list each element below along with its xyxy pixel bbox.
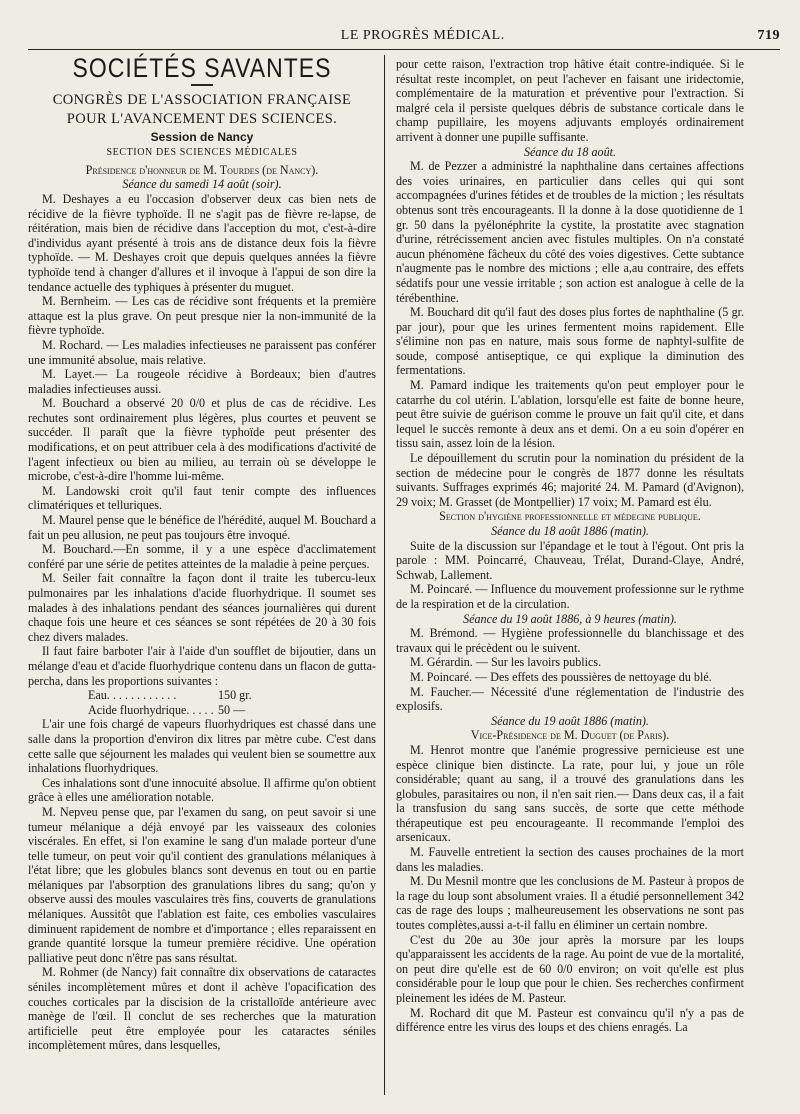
paragraph: pour cette raison, l'extraction trop hâtive était contre-indiquée. Si le résultat reste incomplet, on peut l'achever en faisant une iridectomie, complémentaire de la maturation et préventive pour l'extraction. Si malgré cela il persiste quelques débris de substance corticale dans le champ pupillaire, les moyens adjuvants employés ordinairement arrivent à donner une pupille suffisante.	[396, 57, 744, 144]
paragraph: M. Bouchard a observé 20 0/0 et plus de cas de récidive. Les rechutes sont ordinairement plus légères, plus courtes et peuvent se succéder. Il paraît que la fièvre typhoïde peut présenter des modifications, et on peut attribuer cela à des modifications d'activité de l'agent infectieux ou bien au milieu, au terrain où se développe le microbe, c'est-à-dire l'homme lui-même.	[28, 396, 376, 484]
paragraph: C'est du 20e au 30e jour après la morsure par les loups qu'apparaissent les accidents de la rage. Au point de vue de la mortalité, on peut dire qu'elle est de 60 0/0 environ; on voit qu'elle est plus considérable pour le loup que pour le chien. Ses recherches confirment pleinement les idées de M. Pasteur.	[396, 932, 744, 1005]
paragraph: M. Landowski croit qu'il faut tenir compte des influences climatériques et telluriques.	[28, 483, 376, 513]
paragraph: Suite de la discussion sur l'épandage et le tout à l'égout. Ont pris la parole : MM. Poincarré, Chauveau, Trélat, Durand-Claye, André, Schwab, Lallement.	[396, 538, 744, 582]
vice-presidence-line: Vice-Présidence de M. Duguet (de Paris).	[470, 728, 670, 743]
seance-heading: Séance du 18 août.	[523, 144, 617, 159]
paragraph: L'air une fois chargé de vapeurs fluorhydriques est chassé dans une salle dans la proportion d'environ dix litres par mètre cube. C'est dans cette salle que séjournent les malades qui veulent bien se soumettre aux inhalations fluorhydriques.	[28, 717, 376, 776]
paragraph: M. Nepveu pense que, par l'examen du sang, on peut savoir si une tumeur mélanique a déjà envoyé par les vaisseaux des colonies viscérales. En effet, si l'on examine le sang d'un malade porteur d'une telle tumeur, on peut voir qu'il contient des granulations mélaniques à l'état libre; que les globules blancs sont devenus en tout ou en partie mélaniques par l'absorption des granulations libres du sang; qu'on y observe aussi des moules vasculaires très fins, couverts de granulations mélaniques. Aussitôt que l'ablation est faite, ces embolies vasculaires diminuent rapidement de nombre et d'importance ; elles reparaissent en grande quantité lorsque la tumeur première récidive. Une opération palliative peut donc n'être pas sans résultat.	[28, 804, 376, 965]
section-heading: SOCIÉTÉS SAVANTES	[72, 53, 332, 83]
journal-title: LE PROGRÈS MÉDICAL.	[340, 28, 505, 43]
section-heading-2: Section d'hygiène professionnelle et médecine publique.	[439, 509, 701, 524]
paragraph: M. Bernheim. — Les cas de récidive sont fréquents et la première attaque est la plus grave. On peut presque nier la non-immunité de la fièvre typhoïde.	[28, 294, 376, 338]
paragraph: M. Du Mesnil montre que les conclusions de M. Pasteur à propos de la rage du loup sont absolument vraies. Il a étudié personnellement 342 cas de rage des loups ; malheureusement les observations ne sont pas toutes complètes,aussi a-t-il fallu en éliminer un certain nombre.	[396, 874, 744, 933]
formula-row	[28, 688, 288, 703]
running-header	[28, 28, 780, 48]
paragraph: M. Maurel pense que le bénéfice de l'hérédité, auquel M. Bouchard a fait un peu allusion, ne peut pas toujours être invoqué.	[28, 513, 376, 542]
paragraph: M. Brémond. — Hygiène professionnelle du blanchissage et des travaux qui le précèdent ou le suivent.	[396, 626, 744, 655]
paragraph: Il faut faire barboter l'air à l'aide d'un soufflet de bijoutier, dans un mélange d'eau et d'acide fluorhydrique contenu dans un flacon de gutta-percha, dans les proportions suivantes :	[28, 644, 376, 688]
paragraph: M. Fauvelle entretient la section des causes prochaines de la mort dans les maladies.	[396, 845, 744, 874]
heading-rule	[191, 84, 213, 86]
paragraph: M. Faucher.— Nécessité d'une réglementation de l'industrie des explosifs.	[396, 684, 744, 714]
seance-heading: Séance du 19 août 1886 (matin).	[491, 713, 649, 728]
formula-value: 50 —	[218, 702, 246, 717]
presidence-line: Présidence d'honneur de M. Tourdes (de Nancy).	[85, 162, 319, 177]
congress-title-line1: CONGRÈS DE L'ASSOCIATION FRANÇAISE	[52, 91, 352, 108]
page-number: 719	[757, 28, 780, 43]
paragraph: M. Rochard. — Les maladies infectieuses ne paraissent pas conférer une immunité absolue, mais relative.	[28, 337, 376, 367]
seance-heading: Séance du samedi 14 août (soir).	[122, 177, 282, 192]
paragraph: M. Rochard dit que M. Pasteur est convaincu qu'il n'y a pas de différence entre les virus des loups et des chiens enragés. La	[396, 1005, 744, 1035]
paragraph: Le dépouillement du scrutin pour la nomination du président de la section de médecine pour le congrès de 1877 donne les résultats suivants. Suffrages exprimés 46; majorité 24. M. Pamard (d'Avignon), 29 voix; M. Grasset (de Montpellier) 17 voix; M. Pamard est élu.	[396, 451, 744, 509]
formula-label: Acide fluorhydrique. . . . .	[88, 702, 214, 717]
paragraph: M. Layet.— La rougeole récidive à Bordeaux; bien d'autres maladies infectieuses aussi.	[28, 367, 376, 396]
paragraph: M. Gérardin. — Sur les lavoirs publics.	[410, 655, 602, 670]
seance-heading: Séance du 18 août 1886 (matin).	[491, 524, 649, 538]
paragraph: M. Deshayes a eu l'occasion d'observer deux cas bien nets de récidive de la fièvre typhoïde. Il ne s'agit pas de fièvre re-lapse, de réitération, mais bien de récidive dans l'acception du mot, c'est-à-dire d'individus ayant présenté à trois ans de distance deux fois la fièvre typhoïde. — M. Deshayes croit que depuis quelques années la fièvre typhoïde tend à changer d'allures et il invoque à l'appui de son dire la tendance actuelle des typhiques à présenter du muguet.	[28, 191, 376, 294]
session-title: Session de Nancy	[150, 129, 254, 144]
formula-value: 150 gr.	[218, 688, 252, 703]
paragraph: M. Seiler fait connaître la façon dont il traite les tubercu-leux pulmonaires par les inhalations d'acide fluorhydrique. Il soumet ses malades à des inhalations pendant des séances journalières qui durent chaque fois une heure et ces séances se sont répétées de 20 à 30 fois chez divers malades.	[28, 571, 376, 644]
paragraph: M. Pamard indique les traitements qu'on peut employer pour le catarrhe du col utérin. L'ablation, lorsqu'elle est faite de bonne heure, peut être suivie de guérison comme le prouve un fait qu'il cite, et dans lequel le succès remonte à deux ans et demi. On a eu soin d'opérer en tissu sain, assez loin de la lésion.	[396, 378, 744, 451]
section-title: SECTION DES SCIENCES MÉDICALES	[106, 147, 298, 159]
congress-title-line2: POUR L'AVANCEMENT DES SCIENCES.	[66, 110, 338, 127]
seance-heading: Séance du 19 août 1886, à 9 heures (matin).	[463, 611, 677, 626]
formula-row	[28, 703, 288, 718]
paragraph: M. Bouchard dit qu'il faut des doses plus fortes de naphthaline (5 gr. par jour), pour que les urines fermentent moins rapidement. Elle s'élimine non pas en nature, mais sous forme de naphtyl-sulfite de soude, composé antiseptique, ce qui explique la diminution des fermentations.	[396, 305, 744, 378]
paragraph: M. Bouchard.—En somme, il y a une espèce d'acclimatement conféré par une série de petites atteintes de la maladie à peine perçues.	[28, 542, 376, 571]
paragraph: M. Poincaré. — Des effets des poussières de nettoyage du blé.	[410, 669, 712, 684]
paragraph: M. Henrot montre que l'anémie progressive pernicieuse est une espèce clinique bien distincte. La rate, pour lui, y joue un rôle considérable; quant au sang, il a trouvé des granulations dans les globules, parasitaires ou non, il n'en sait rien.— Dans deux cas, il a fait la transfusion du sang sans succès, de sorte que cette méthode thérapeutique est peu encourageante. Il recommande l'emploi des arsenicaux.	[396, 742, 744, 845]
formula-label: Eau. . . . . . . . . . . .	[88, 688, 177, 703]
left-column	[28, 53, 376, 1053]
column-separator	[384, 55, 385, 1095]
paragraph: Ces inhalations sont d'une innocuité absolue. Il affirme qu'on obtient grâce à elles une amélioration notable.	[28, 775, 376, 805]
paragraph: M. Rohmer (de Nancy) fait connaître dix observations de cataractes séniles incomplètement mûres et dont il achève l'opacification des couches corticales par la discision de la cristalloïde antérieure avec manège de l'œil. Il conclut de ses recherches que la maturation artificielle peut être employée pour les cataractes séniles incomplètement mûres, dans lesquelles,	[28, 965, 376, 1053]
paragraph: M. Poincaré. — Influence du mouvement professionne sur le rythme de la respiration et de la circulation.	[396, 582, 744, 611]
right-column	[396, 57, 744, 1035]
paragraph: M. de Pezzer a administré la naphthaline dans certaines affections des voies urinaires, en particulier dans celles qui qui sont accompagnées d'urines fétides et de troubles de la miction ; les résultats obtenus sont très encourageants. Il la donne à la dose quotidienne de 1 gr. 50 dans la pyélonéphrite la cystite, la prostatite avec stagnation d'urine, rétrécissement ancien avec fistules multiples. On n'a constaté aucun phénomène fâcheux du côté des voies digestives. Cette subtance n'augmente pas le nombre des mictions ; elle a,au contraire, des effets sédatifs pour une vessie irritable ; son action est analogue à celle de la térébenthine.	[396, 159, 744, 305]
header-rule	[28, 49, 780, 50]
